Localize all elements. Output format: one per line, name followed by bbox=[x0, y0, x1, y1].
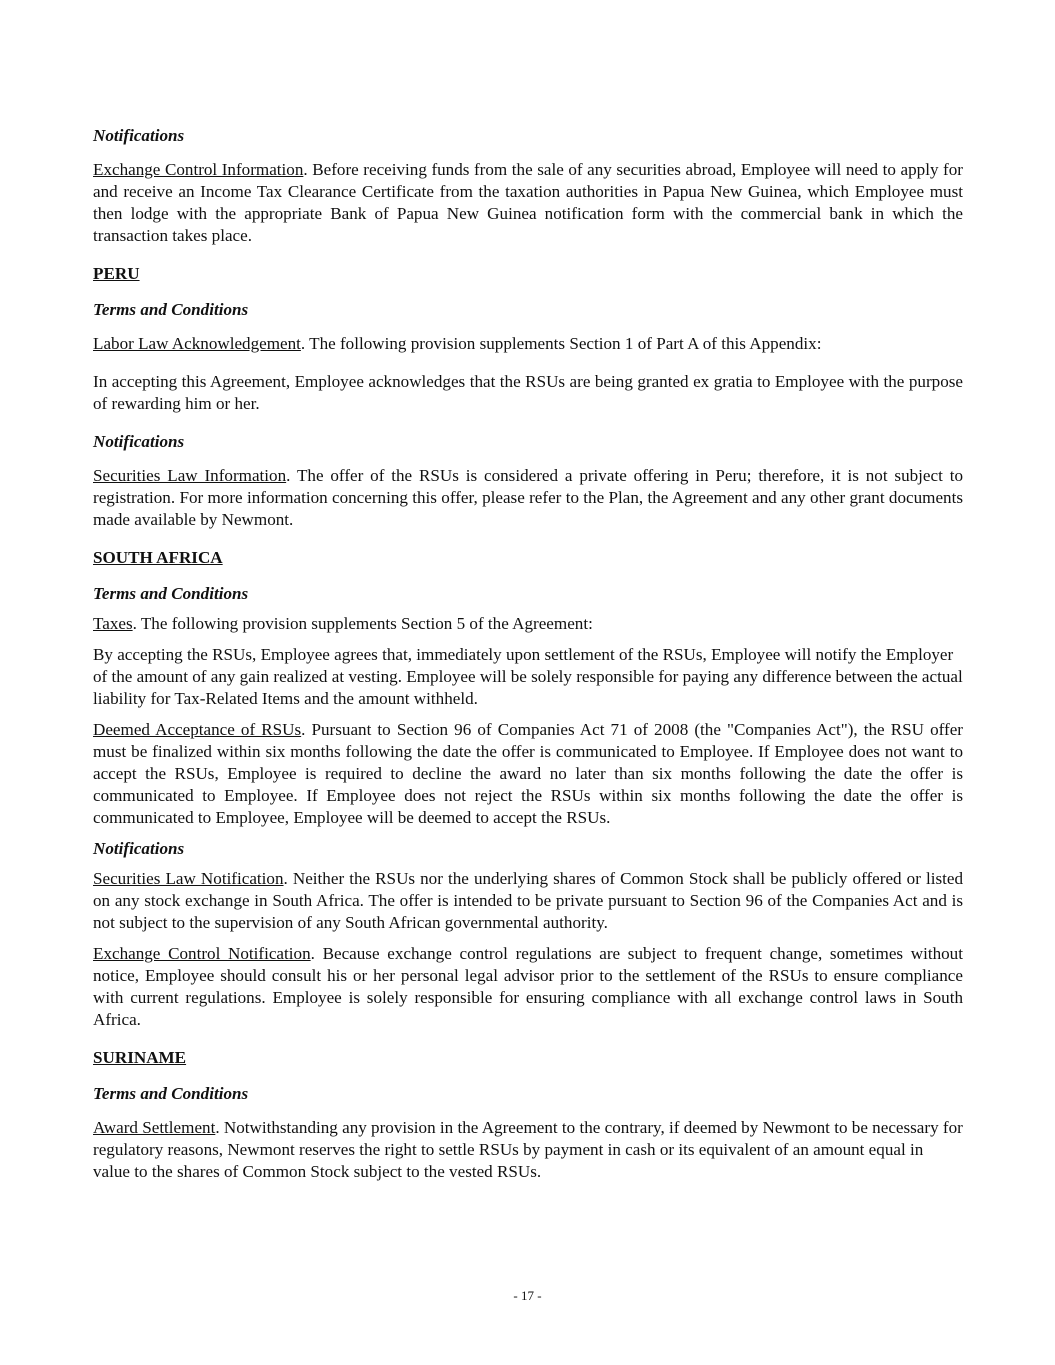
suriname-award-settlement-text: . Notwithstanding any provision in the Agreement to the contrary, if deemed by Newmont to be necessary for regulatory reasons, Newmont reserves the right to settle RSUs by payment in cash or its equivalent of an amount equal in value to the shares of Common Stock subject to the vested RSUs. bbox=[93, 1118, 963, 1181]
png-exchange-control-term: Exchange Control Information bbox=[93, 160, 304, 179]
south-africa-notifications-heading: Notifications bbox=[93, 839, 185, 858]
peru-terms-heading: Terms and Conditions bbox=[93, 300, 249, 319]
peru-heading: PERU bbox=[93, 264, 140, 283]
south-africa-exchange-control-text: . Because exchange control regulations are subject to frequent change, sometimes without notice, Employee should consult his or her personal legal advisor prior to the settlement of the RSUs to ensure compliance with current regulations. Employee is solely responsible for ensuring compliance with all exchange control laws in South Africa. bbox=[93, 944, 963, 1029]
south-africa-taxes-paragraph bbox=[93, 613, 963, 635]
south-africa-securities-law-term: Securities Law Notification bbox=[93, 869, 284, 888]
suriname-award-settlement-term: Award Settlement bbox=[93, 1118, 216, 1137]
png-exchange-control-text: . Before receiving funds from the sale of any securities abroad, Employee will need to apply for and receive an Income Tax Clearance Certificate from the taxation authorities in Papua New Guinea, which Employee must then lodge with the appropriate Bank of Papua New Guinea notification form with the commercial bank in which the transaction takes place. bbox=[93, 160, 963, 245]
south-africa-deemed-acceptance-term: Deemed Acceptance of RSUs bbox=[93, 720, 302, 739]
peru-securities-law-term: Securities Law Information bbox=[93, 466, 287, 485]
peru-labor-law-term: Labor Law Acknowledgement bbox=[93, 334, 301, 353]
south-africa-taxes-body: By accepting the RSUs, Employee agrees that, immediately upon settlement of the RSUs, Employee will notify the Employer of the amount of any gain realized at vesting. Employee will be solely responsible for paying any difference between the actual liability for Tax-Related Items and the amount withheld. bbox=[93, 645, 963, 708]
peru-labor-law-paragraph bbox=[93, 333, 963, 355]
south-africa-deemed-acceptance-paragraph bbox=[93, 719, 963, 829]
south-africa-heading: SOUTH AFRICA bbox=[93, 548, 223, 567]
suriname-award-settlement-paragraph bbox=[93, 1117, 963, 1183]
peru-securities-law-paragraph bbox=[93, 465, 963, 531]
peru-securities-law-text: . The offer of the RSUs is considered a private offering in Peru; therefore, it is not subject to registration. For more information concerning this offer, please refer to the Plan, the Agreement and any other grant documents made available by Newmont. bbox=[93, 466, 963, 529]
document-body bbox=[93, 125, 963, 1199]
peru-labor-law-body: In accepting this Agreement, Employee acknowledges that the RSUs are being granted ex gratia to Employee with the purpose of rewarding him or her. bbox=[93, 372, 963, 413]
page-number: - 17 - bbox=[513, 1288, 542, 1303]
south-africa-taxes-text: . The following provision supplements Section 5 of the Agreement: bbox=[132, 614, 593, 633]
south-africa-securities-law-text: . Neither the RSUs nor the underlying shares of Common Stock shall be publicly offered or listed on any stock exchange in South Africa. The offer is intended to be private pursuant to Section 96 of the Companies Act and is not subject to the supervision of any South African governmental authority. bbox=[93, 869, 963, 932]
peru-notifications-heading: Notifications bbox=[93, 432, 185, 451]
peru-labor-law-text: . The following provision supplements Section 1 of Part A of this Appendix: bbox=[300, 334, 822, 353]
png-exchange-control-paragraph bbox=[93, 159, 963, 247]
south-africa-exchange-control-paragraph bbox=[93, 943, 963, 1031]
suriname-terms-heading: Terms and Conditions bbox=[93, 1084, 249, 1103]
south-africa-deemed-acceptance-text: . Pursuant to Section 96 of Companies Act 71 of 2008 (the "Companies Act"), the RSU offer must be finalized within six months following the date the offer is communicated to Employee. If Employee does not want to accept the RSUs, Employee is required to decline the award no later than six months following the date the offer is communicated to Employee. If Employee does not reject the RSUs within six months following the date the offer is communicated to Employee, Employee will be deemed to accept the RSUs. bbox=[93, 720, 963, 827]
suriname-heading: SURINAME bbox=[93, 1048, 187, 1067]
png-notifications-heading: Notifications bbox=[93, 126, 185, 145]
south-africa-securities-law-paragraph bbox=[93, 868, 963, 934]
south-africa-taxes-term: Taxes bbox=[93, 614, 133, 633]
south-africa-exchange-control-term: Exchange Control Notification bbox=[93, 944, 311, 963]
south-africa-terms-heading: Terms and Conditions bbox=[93, 584, 249, 603]
